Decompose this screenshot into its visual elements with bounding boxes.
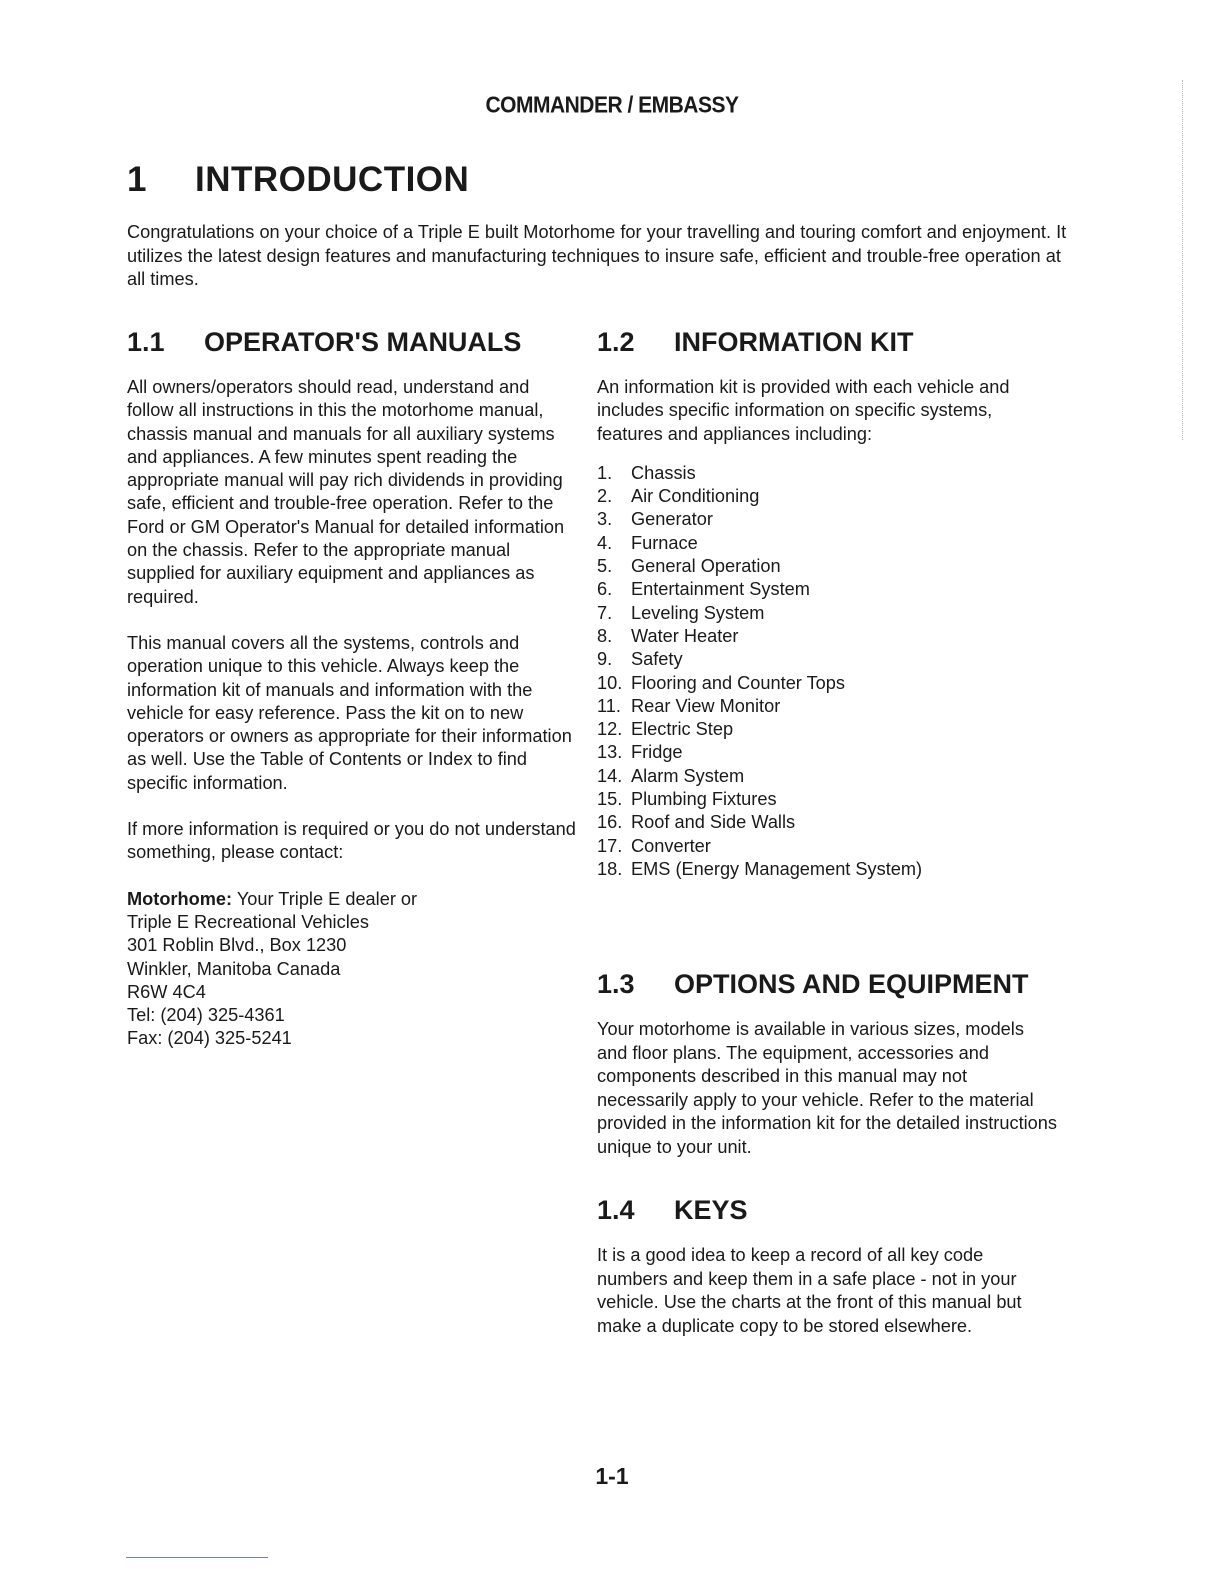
list-item [597,741,1057,764]
footer-rule [126,1557,268,1558]
list-item [597,625,1057,648]
list-item-label: General Operation [631,556,781,577]
section-number: 1.4 [597,1195,635,1225]
list-item-label: Rear View Monitor [631,695,781,716]
list-item-label: EMS (Energy Management System) [631,858,923,879]
contact-dealer: Your Triple E dealer or [236,888,418,909]
list-item-number: 2. [597,486,613,507]
contact-phone: Tel: (204) 325-4361 [127,1005,285,1026]
list-item [597,858,1057,881]
section-operators-manuals [127,326,577,1051]
information-kit-list [597,462,1057,881]
options-and-equipment-body: Your motorhome is available in various sizes, models and floor plans. The equipment, accessories and components described in this manual may not necessarily apply to your vehicle. Refer to the material provided in the information kit for the detailed instructions unique to your unit. [597,1019,1057,1157]
section-heading [127,326,577,358]
section-number: 1.2 [597,327,635,357]
list-item-label: Air Conditioning [631,486,760,507]
running-header: COMMANDER / EMBASSY [485,92,739,119]
contact-label: Motorhome: [127,888,233,909]
list-item-label: Chassis [631,462,696,483]
section-number: 1.3 [597,969,635,999]
list-item-number: 5. [597,556,613,577]
list-item-number: 4. [597,532,613,553]
section-heading [597,1194,1057,1226]
list-item [597,765,1057,788]
list-item [597,462,1057,485]
list-item-number: 3. [597,509,613,530]
list-item-number: 7. [597,602,613,623]
list-item-label: Roof and Side Walls [631,812,796,833]
keys-body: It is a good idea to keep a record of all key code numbers and keep them in a safe place - not in your vehicle. Use the charts at the front of this manual but make a duplicate copy to be stored elsewhere. [597,1245,1022,1336]
contact-block [127,888,577,1051]
contact-city: Winkler, Manitoba Canada [127,958,341,979]
list-item [597,485,1057,508]
section-keys [597,1194,1057,1338]
page-number: 1-1 [595,1463,629,1489]
list-item-label: Fridge [631,742,683,763]
list-item-label: Alarm System [631,765,745,786]
list-item [597,788,1057,811]
list-item [597,648,1057,671]
section-title: KEYS [674,1195,748,1225]
section-title: INFORMATION KIT [674,327,914,357]
chapter-number: 1 [127,160,147,199]
list-item [597,835,1057,858]
list-item-number: 11. [597,695,621,716]
list-item [597,508,1057,531]
list-item [597,811,1057,834]
section-number: 1.1 [127,327,165,357]
contact-fax: Fax: (204) 325-5241 [127,1028,292,1049]
list-item-label: Safety [631,649,683,670]
list-item [597,718,1057,741]
list-item-label: Water Heater [631,625,739,646]
list-item-label: Furnace [631,532,698,553]
contact-line-1 [127,888,577,911]
list-item [597,555,1057,578]
list-item-number: 10. [597,672,623,693]
chapter-intro: Congratulations on your choice of a Triple E built Motorhome for your travelling and touring comfort and enjoyment. It utilizes the latest design features and manufacturing techniques to insure safe, efficient and trouble-free operation at all times. [127,222,1067,289]
list-item-label: Entertainment System [631,579,810,600]
section-heading [597,968,1057,1000]
list-item-number: 13. [597,742,623,763]
section-title: OPTIONS AND EQUIPMENT [674,969,1029,999]
list-item-number: 1. [597,462,613,483]
section-title: OPERATOR'S MANUALS [204,327,522,357]
information-kit-intro: An information kit is provided with each vehicle and includes specific information on specific systems, features and appliances including: [597,377,1010,444]
section-information-kit [597,326,1057,881]
operators-manuals-paragraph-1: All owners/operators should read, understand and follow all instructions in this the motorhome manual, chassis manual and manuals for all auxiliary systems and appliances. A few minutes spent reading the appropriate manual will pay rich dividends in providing safe, efficient and trouble-free operation. Refer to the Ford or GM Operator's Manual for detailed information on the chassis. Refer to the appropriate manual supplied for auxiliary equipment and appliances as required. [127,377,565,607]
list-item-number: 14. [597,765,623,786]
list-item-number: 18. [597,858,623,879]
list-item-number: 17. [597,835,623,856]
list-item-number: 16. [597,812,623,833]
list-item [597,695,1057,718]
scan-margin-mark [1182,80,1184,440]
operators-manuals-paragraph-3: If more information is required or you do not understand something, please contact: [127,819,576,863]
list-item-number: 6. [597,579,613,600]
list-item-label: Flooring and Counter Tops [631,672,846,693]
operators-manuals-paragraph-2: This manual covers all the systems, controls and operation unique to this vehicle. Always keep the information kit of manuals and information with the vehicle for easy reference. Pass the kit on to new operators or owners as appropriate for their information as well. Use the Table of Contents or Index to find specific information. [127,632,572,793]
list-item-label: Leveling System [631,602,765,623]
list-item [597,578,1057,601]
list-item-number: 8. [597,625,613,646]
list-item-number: 9. [597,649,613,670]
list-item-label: Plumbing Fixtures [631,789,777,810]
section-heading [597,326,1057,358]
list-item-label: Generator [631,509,713,530]
list-item-label: Electric Step [631,719,734,740]
list-item-number: 15. [597,789,623,810]
chapter-title [127,160,469,200]
contact-address: 301 Roblin Blvd., Box 1230 [127,935,347,956]
list-item [597,602,1057,625]
list-item [597,672,1057,695]
list-item-number: 12. [597,719,623,740]
chapter-title-text: INTRODUCTION [195,160,470,199]
list-item-label: Converter [631,835,711,856]
contact-postal-code: R6W 4C4 [127,981,206,1002]
contact-company: Triple E Recreational Vehicles [127,911,369,932]
section-options-and-equipment [597,968,1057,1159]
list-item [597,532,1057,555]
